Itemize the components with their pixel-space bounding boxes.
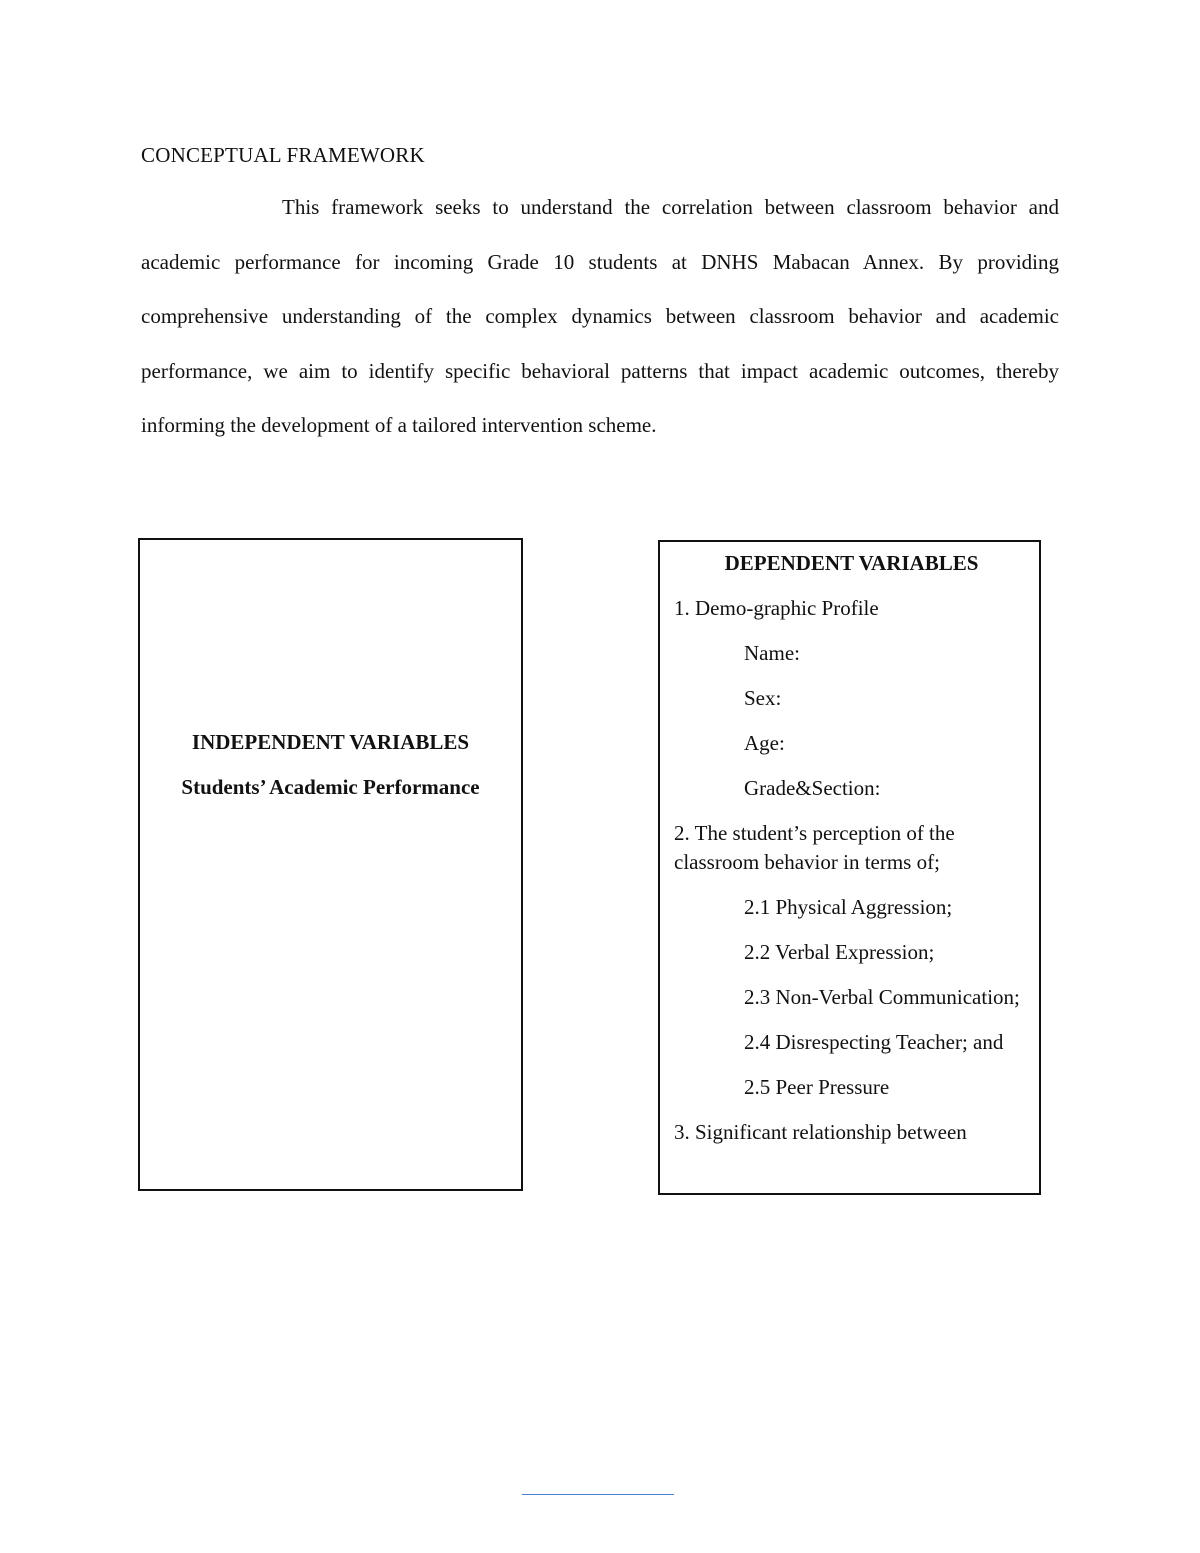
list-item: 1. Demo-graphic Profile [674, 596, 879, 620]
list-item: Sex: [744, 686, 782, 710]
list-item: 2.1 Physical Aggression; [744, 895, 953, 919]
independent-variables-subtitle: Students’ Academic Performance [181, 775, 480, 799]
list-item: 2.5 Peer Pressure [744, 1075, 890, 1099]
list-item: 2. The student’s perception of the classroom behavior in terms of; [674, 821, 955, 874]
independent-variables-box [138, 538, 523, 1191]
list-item: 2.2 Verbal Expression; [744, 940, 935, 964]
dependent-variables-box [658, 540, 1041, 1195]
independent-variables-title: INDEPENDENT VARIABLES [191, 730, 470, 754]
list-item: Age: [744, 731, 785, 755]
list-item: 2.3 Non-Verbal Communication; [744, 985, 1020, 1009]
intro-paragraph: This framework seeks to understand the correlation between classroom behavior and academic performance for incoming Grade 10 students at DNHS Mabacan Annex. By providing comprehensive understanding of the complex dynamics between classroom behavior and academic performance, we aim to identify specific behavioral patterns that impact academic outcomes, thereby informing the development of a tailored intervention scheme. [141, 195, 1059, 437]
page-title: CONCEPTUAL FRAMEWORK [141, 143, 425, 167]
list-item: Name: [744, 641, 800, 665]
list-item: 2.4 Disrespecting Teacher; and [744, 1030, 1004, 1054]
footer-rule [522, 1494, 674, 1495]
list-item: Grade&Section: [744, 776, 881, 800]
dependent-variables-title: DEPENDENT VARIABLES [724, 551, 979, 575]
list-item: 3. Significant relationship between [674, 1120, 967, 1144]
